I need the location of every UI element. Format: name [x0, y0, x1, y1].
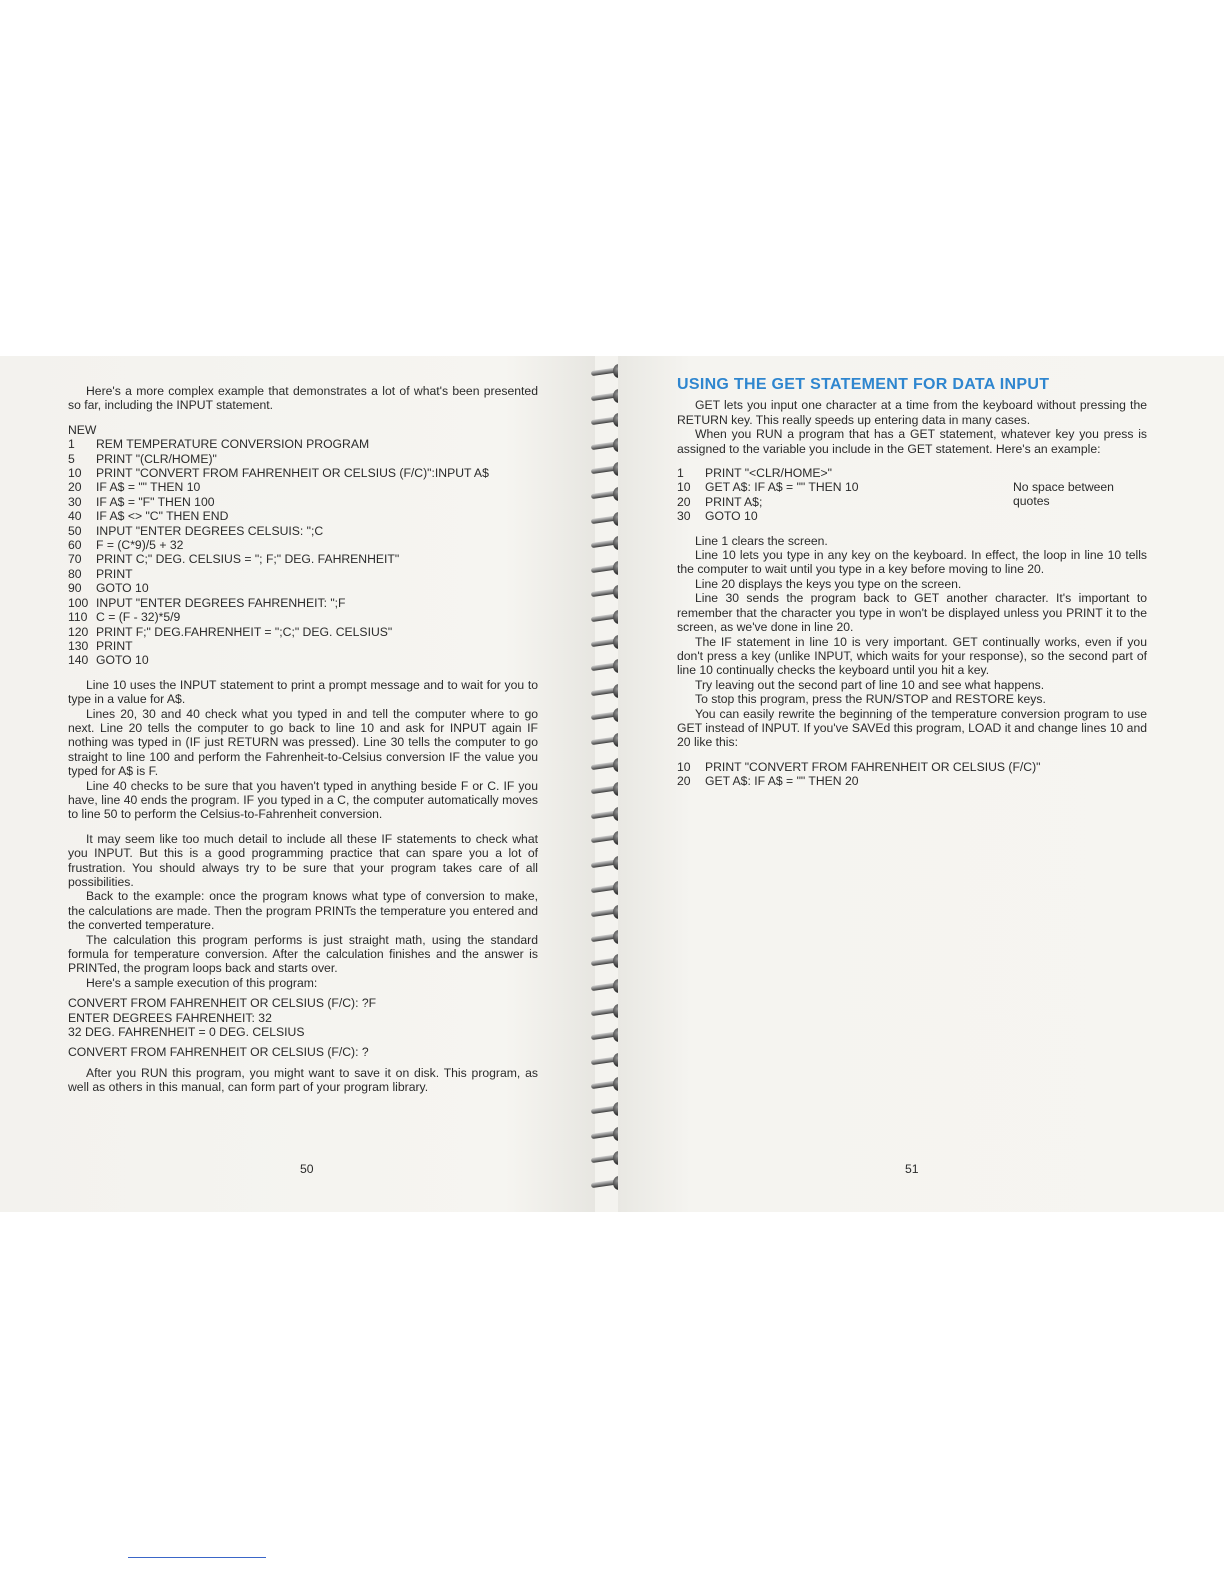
revised-program-listing	[677, 760, 1147, 789]
code-line: 130 PRINT	[68, 638, 133, 653]
code-line: 10 GET A$: IF A$ = "" THEN 10	[677, 480, 859, 495]
program-listing	[68, 423, 538, 668]
intro-paragraph: Here's a more complex example that demonstrates a lot of what's been presented so far, including the INPUT statement.	[68, 384, 538, 413]
code-line: 120 PRINT F;" DEG.FAHRENHEIT = ";C;" DEG. CELSIUS"	[68, 624, 393, 639]
body-paragraph: Line 40 checks to be sure that you haven't typed in anything beside F or C. IF you have, line 40 ends the program. IF you typed in a C, the computer automatically moves to line 50 to perform the Celsius-to-Fahrenheit conversion.	[68, 778, 538, 822]
code-line: 140 GOTO 10	[68, 653, 149, 668]
body-paragraph: Line 20 displays the keys you type on the screen.	[695, 576, 962, 591]
body-paragraph: Here's a sample execution of this program:	[86, 975, 318, 990]
left-page	[0, 356, 595, 1212]
body-paragraph: GET lets you input one character at a time from the keyboard without pressing the RETURN key. This really speeds up entering data in many cases.	[677, 398, 1147, 427]
code-line: 10 PRINT "CONVERT FROM FAHRENHEIT OR CELSIUS (F/C)"	[677, 759, 1041, 774]
sample-line: CONVERT FROM FAHRENHEIT OR CELSIUS (F/C): ?	[68, 1045, 369, 1060]
left-page-column	[68, 384, 538, 1095]
page-number: 51	[905, 1162, 919, 1176]
body-paragraph: Line 1 clears the screen.	[695, 533, 828, 548]
book-spread	[0, 356, 1224, 1212]
code-line: 20 PRINT A$;	[677, 494, 763, 509]
code-line: 30 GOTO 10	[677, 509, 758, 524]
body-paragraph: Line 10 uses the INPUT statement to print a prompt message and to wait for you to type in a value for A$.	[68, 677, 538, 707]
code-line: 50 INPUT "ENTER DEGREES CELSUIS: ";C	[68, 523, 324, 538]
code-line: 100 INPUT "ENTER DEGREES FAHRENHEIT: ";F	[68, 595, 346, 610]
sample-line: ENTER DEGREES FAHRENHEIT: 32	[68, 1010, 272, 1025]
code-line: 5 PRINT "(CLR/HOME)"	[68, 451, 217, 466]
code-line: 20 IF A$ = "" THEN 10	[68, 480, 201, 495]
body-paragraph: The IF statement in line 10 is very important. GET continually works, even if you don't press a key (unlike INPUT, which waits for your response), so the second part of line 10 continually checks the keyboard until you hit a key.	[677, 634, 1147, 678]
body-paragraph: Try leaving out the second part of line 10 and see what happens.	[695, 677, 1045, 692]
code-line: 80 PRINT	[68, 566, 133, 581]
body-paragraph: Lines 20, 30 and 40 check what you typed in and tell the computer where to go next. Line 20 tells the computer to go back to line 10 and ask for INPUT again IF nothing was typed in (IF just RETURN was pressed). Line 30 tells the computer to go straight to line 100 and perform the Fahrenheit-to-Celsius conversion IF the value you typed for A$ is F.	[68, 706, 538, 779]
body-paragraph: It may seem like too much detail to include all these IF statements to check what you INPUT. But this is a good programming practice that can spare you a lot of frustration. You should always try to be sure that your program takes care of all possibilities.	[68, 831, 538, 889]
body-paragraph: To stop this program, press the RUN/STOP and RESTORE keys.	[695, 692, 1046, 707]
code-line: 110 C = (F - 32)*5/9	[68, 610, 181, 625]
code-line: 10 PRINT "CONVERT FROM FAHRENHEIT OR CELSIUS (F/C)":INPUT A$	[68, 466, 489, 481]
body-paragraph: When you RUN a program that has a GET statement, whatever key you press is assigned to the variable you include in the GET statement. Here's an example:	[677, 427, 1147, 456]
sample-output	[68, 996, 538, 1039]
body-paragraph: You can easily rewrite the beginning of the temperature conversion program to use GET instead of INPUT. If you've SAVEd this program, LOAD it and change lines 10 and 20 like this:	[677, 706, 1147, 750]
right-page	[618, 356, 1224, 1212]
body-paragraph: Line 10 lets you type in any key on the keyboard. In effect, the loop in line 10 tells the computer to wait until you type in a key before moving to line 20.	[677, 548, 1147, 577]
body-paragraph: After you RUN this program, you might want to save it on disk. This program, as well as others in this manual, can form part of your program library.	[68, 1065, 538, 1095]
get-program-listing	[677, 466, 1147, 524]
code-line: 20 GET A$: IF A$ = "" THEN 20	[677, 774, 859, 789]
code-line: 70 PRINT C;" DEG. CELSIUS = "; F;" DEG. FAHRENHEIT"	[68, 552, 400, 567]
code-line: 30 IF A$ = "F" THEN 100	[68, 494, 215, 509]
body-paragraph: The calculation this program performs is just straight math, using the standard formula for temperature conversion. After the calculation finishes and the answer is PRINTed, the program loops back and starts over.	[68, 932, 538, 976]
body-paragraph: Line 30 sends the program back to GET another character. It's important to remember that the character you type in won't be displayed unless you PRINT it to the screen, as we've done in line 20.	[677, 591, 1147, 635]
body-paragraph: Back to the example: once the program knows what type of conversion to make, the calculations are made. Then the program PRINTs the temperature you entered and the converted temperature.	[68, 889, 538, 933]
code-line: NEW	[68, 422, 97, 437]
right-page-column	[677, 378, 1147, 789]
section-heading: USING THE GET STATEMENT FOR DATA INPUT	[677, 376, 1050, 393]
code-line: 1 REM TEMPERATURE CONVERSION PROGRAM	[68, 437, 370, 452]
code-line: 90 GOTO 10	[68, 581, 149, 596]
margin-note: No space between quotes	[1013, 480, 1114, 509]
code-line: 1 PRINT "<CLR/HOME>"	[677, 466, 832, 481]
code-line: 40 IF A$ <> "C" THEN END	[68, 509, 229, 524]
footer-rule	[128, 1557, 266, 1558]
sample-line: CONVERT FROM FAHRENHEIT OR CELSIUS (F/C): ?F	[68, 996, 377, 1011]
sample-line: 32 DEG. FAHRENHEIT = 0 DEG. CELSIUS	[68, 1025, 305, 1040]
code-line: 60 F = (C*9)/5 + 32	[68, 538, 184, 553]
page-number: 50	[300, 1162, 314, 1176]
